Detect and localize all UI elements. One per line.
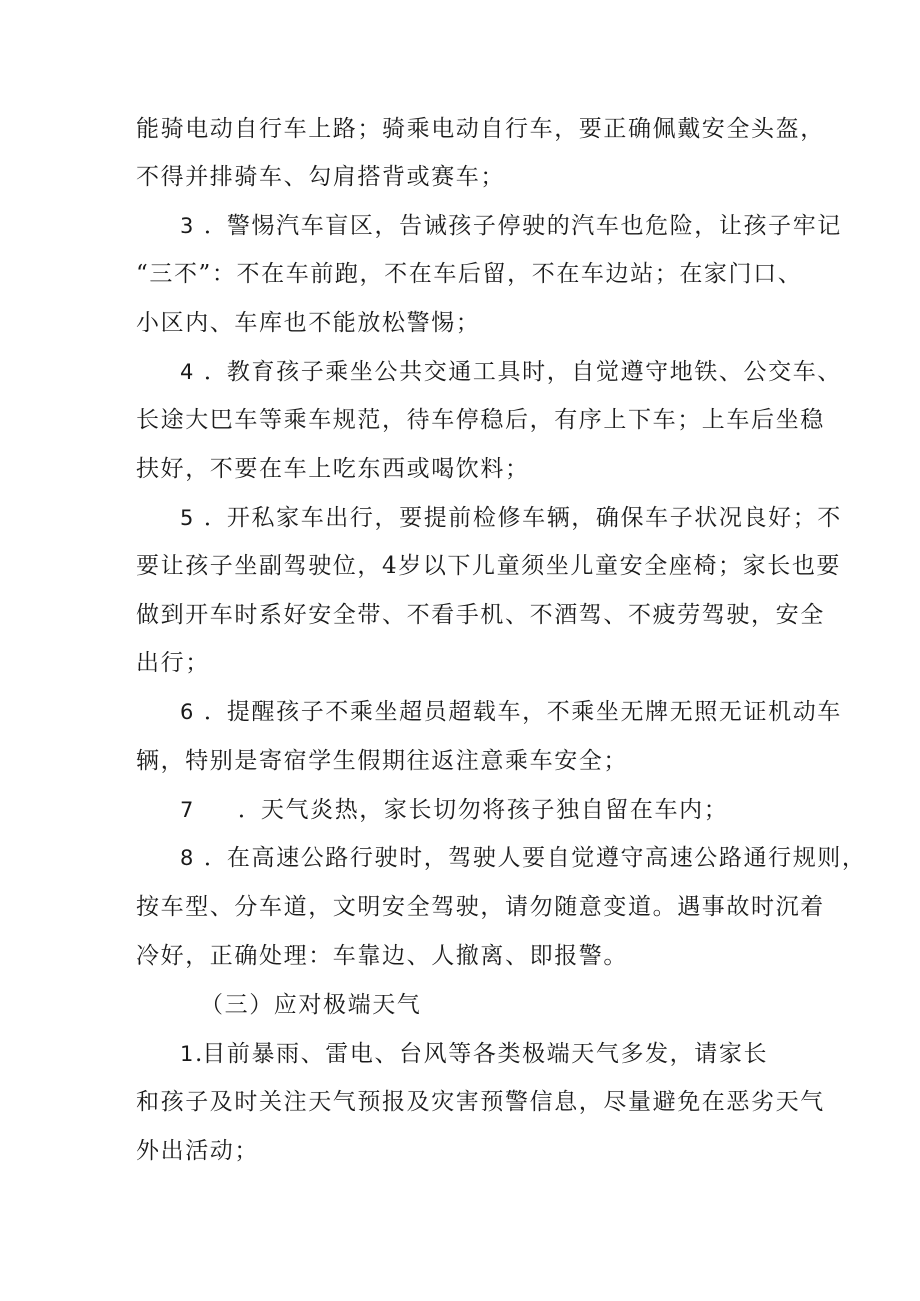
paragraph-line: 扶好，不要在车上吃东西或喝饮料； (136, 456, 530, 482)
list-number: 7 (180, 798, 195, 822)
paragraph-line: 在高速公路行驶时，驾驶人要自觉遵守高速公路通行规则， (226, 845, 867, 871)
paragraph-line: 开私家车出行，要提前检修车辆，确保车子状况良好；不 (226, 505, 842, 531)
section-heading: （三）应对极端天气 (200, 992, 422, 1018)
paragraph-line: 冷好，正确处理：车靠边、人撤离、即报警。 (136, 943, 628, 969)
list-number: 4 (180, 360, 195, 384)
list-separator: . (194, 1041, 203, 1067)
paragraph-line: 警惕汽车盲区，告诫孩子停驶的汽车也危险，让孩子牢记 (226, 213, 842, 239)
list-separator: ． (203, 699, 227, 725)
paragraph-line: 目前暴雨、雷电、台风等各类极端天气多发，请家长 (202, 1041, 769, 1067)
list-item-7 (180, 795, 728, 825)
list-item-6 (180, 697, 842, 727)
paragraph-line: 不得并排骑车、勾肩搭背或赛车； (136, 164, 505, 190)
paragraph-line: 小区内、车库也不能放松警惕； (136, 310, 481, 336)
paragraph-line: 教育孩子乘坐公共交通工具时，自觉遵守地铁、公交车、 (226, 359, 842, 385)
list-separator: ． (203, 505, 227, 531)
paragraph-line: 辆，特别是寄宿学生假期往返注意乘车安全； (136, 748, 628, 774)
paragraph-line: 要让孩子坐副驾驶位，4岁以下儿童须坐儿童安全座椅；家长也要 (136, 553, 842, 579)
list-separator: ． (203, 213, 227, 239)
list-number: 6 (180, 700, 195, 724)
paragraph-line: 能骑电动自行车上路；骑乘电动自行车，要正确佩戴安全头盔， (136, 116, 825, 142)
paragraph-line: 按车型、分车道，文明安全驾驶，请勿随意变道。遇事故时沉着 (136, 894, 825, 920)
paragraph-line: 和孩子及时关注天气预报及灾害预警信息，尽量避免在恶劣天气 (136, 1089, 825, 1115)
paragraph-line: 提醒孩子不乘坐超员超载车，不乘坐无牌无照无证机动车 (226, 699, 842, 725)
list-number: 1 (180, 1042, 195, 1066)
paragraph-line: 天气炎热，家长切勿将孩子独自留在车内； (260, 797, 729, 823)
list-separator: ． (203, 845, 227, 871)
list-number: 3 (180, 214, 195, 238)
list-item-5 (180, 503, 842, 533)
list-number: 8 (180, 846, 195, 870)
list-separator: ． (203, 359, 227, 385)
paragraph-line: 出行； (136, 650, 210, 676)
list-item-8 (180, 843, 867, 873)
paragraph-line: 做到开车时系好安全带、不看手机、不酒驾、不疲劳驾驶，安全 (136, 602, 825, 628)
list-item-1 (180, 1039, 768, 1069)
paragraph-line: “三不”：不在车前跑，不在车后留，不在车边站；在家门口、 (136, 261, 803, 287)
list-separator: ． (237, 797, 261, 823)
list-number: 5 (180, 506, 195, 530)
paragraph-line: 外出活动； (136, 1138, 259, 1164)
list-item-4 (180, 357, 842, 387)
list-item-3 (180, 211, 842, 241)
paragraph-line: 长途大巴车等乘车规范，待车停稳后，有序上下车；上车后坐稳 (136, 407, 825, 433)
